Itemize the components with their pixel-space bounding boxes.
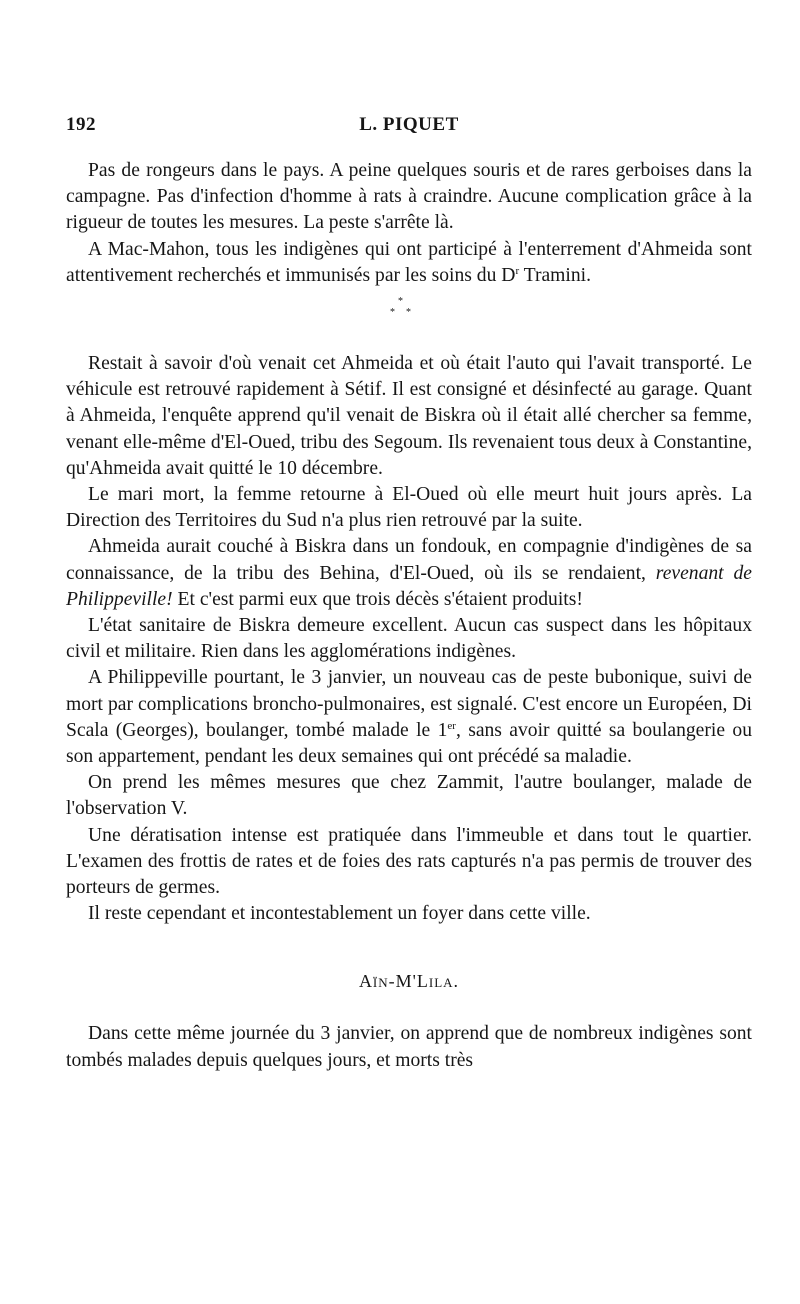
asterism bbox=[66, 289, 752, 351]
superscript: er bbox=[447, 719, 456, 732]
asterism-star: * bbox=[406, 307, 411, 319]
paragraph bbox=[66, 534, 752, 613]
paragraph-text: Et c'est parmi eux que trois décès s'étaient produits! bbox=[172, 588, 583, 610]
paragraph bbox=[66, 237, 752, 289]
paragraph: L'état sanitaire de Biskra demeure excellent. Aucun cas suspect dans les hôpitaux civil et militaire. Rien dans les agglomérations indigènes. bbox=[66, 615, 752, 663]
paragraph-text: A Philippeville pourtant, le 3 janvier, un nouveau cas de peste bubonique, suivi de mort par complications broncho-pulmonaires, est signalé. C'est encore un Européen, Di Scala (Georges), boulanger, tombé malade le 1 bbox=[66, 667, 752, 741]
paragraph: Il reste cependant et incontestablement un foyer dans cette ville. bbox=[88, 903, 591, 925]
running-title: L. PIQUET bbox=[359, 114, 459, 135]
asterism-star: * bbox=[390, 307, 395, 319]
body-text bbox=[66, 158, 752, 1074]
paragraph-text: Ahmeida aurait couché à Biskra dans un fondouk, en compagnie d'indigènes de sa connaissance, de la tribu des Behina, d'El-Oued, où ils se rendaient, bbox=[66, 536, 752, 584]
page-number: 192 bbox=[66, 114, 96, 135]
paragraph: Une dératisation intense est pratiquée dans l'immeuble et dans tout le quartier. L'examen des frottis de rates et de foies des rats capturés n'a pas permis de trouver des porteurs de germes. bbox=[66, 824, 752, 899]
paragraph-text: Tramini. bbox=[519, 264, 591, 286]
italic-text: revenant de Philippeville! bbox=[66, 562, 752, 610]
superscript: r bbox=[515, 264, 520, 277]
paragraph-text: , sans avoir quitté sa boulangerie ou son appartement, pendant les deux semaines qui ont précédé sa maladie. bbox=[66, 719, 752, 768]
paragraph-text: A Mac-Mahon, tous les indigènes qui ont participé à l'enterrement d'Ahmeida sont attentivement recherchés et immunisés par les soins du D bbox=[66, 238, 752, 286]
paragraph bbox=[66, 665, 752, 770]
section-heading: Aïn-M'Lila. bbox=[358, 971, 460, 992]
paragraph: Restait à savoir d'où venait cet Ahmeida et où était l'auto qui l'avait transporté. Le véhicule est retrouvé rapidement à Sétif. Il est consigné et désinfecté au garage. Quant à Ahmeida, l'enquête apprend qu'il venait de Biskra où il était allé chercher sa femme, venant elle-même d'El-Oued, tribu des Segoum. Ils revenaient tous deux à Constantine, qu'Ahmeida avait quitté le 10 décembre. bbox=[66, 353, 752, 479]
running-head bbox=[66, 114, 752, 142]
paragraph: Le mari mort, la femme retourne à El-Oued où elle meurt huit jours après. La Direction des Territoires du Sud n'a plus rien retrouvé par la suite. bbox=[66, 484, 752, 532]
asterism-star: * bbox=[398, 296, 403, 308]
document-page bbox=[66, 114, 752, 1074]
paragraph: Pas de rongeurs dans le pays. A peine quelques souris et de rares gerboises dans la campagne. Pas d'infection d'homme à rats à craindre. Aucune complication grâce à la rigueur de toutes les mesures. La peste s'arrête là. bbox=[66, 160, 752, 234]
paragraph: On prend les mêmes mesures que chez Zammit, l'autre boulanger, malade de l'observation V. bbox=[66, 772, 752, 820]
paragraph: Dans cette même journée du 3 janvier, on apprend que de nombreux indigènes sont tombés malades depuis quelques jours, et morts très bbox=[66, 1023, 752, 1071]
